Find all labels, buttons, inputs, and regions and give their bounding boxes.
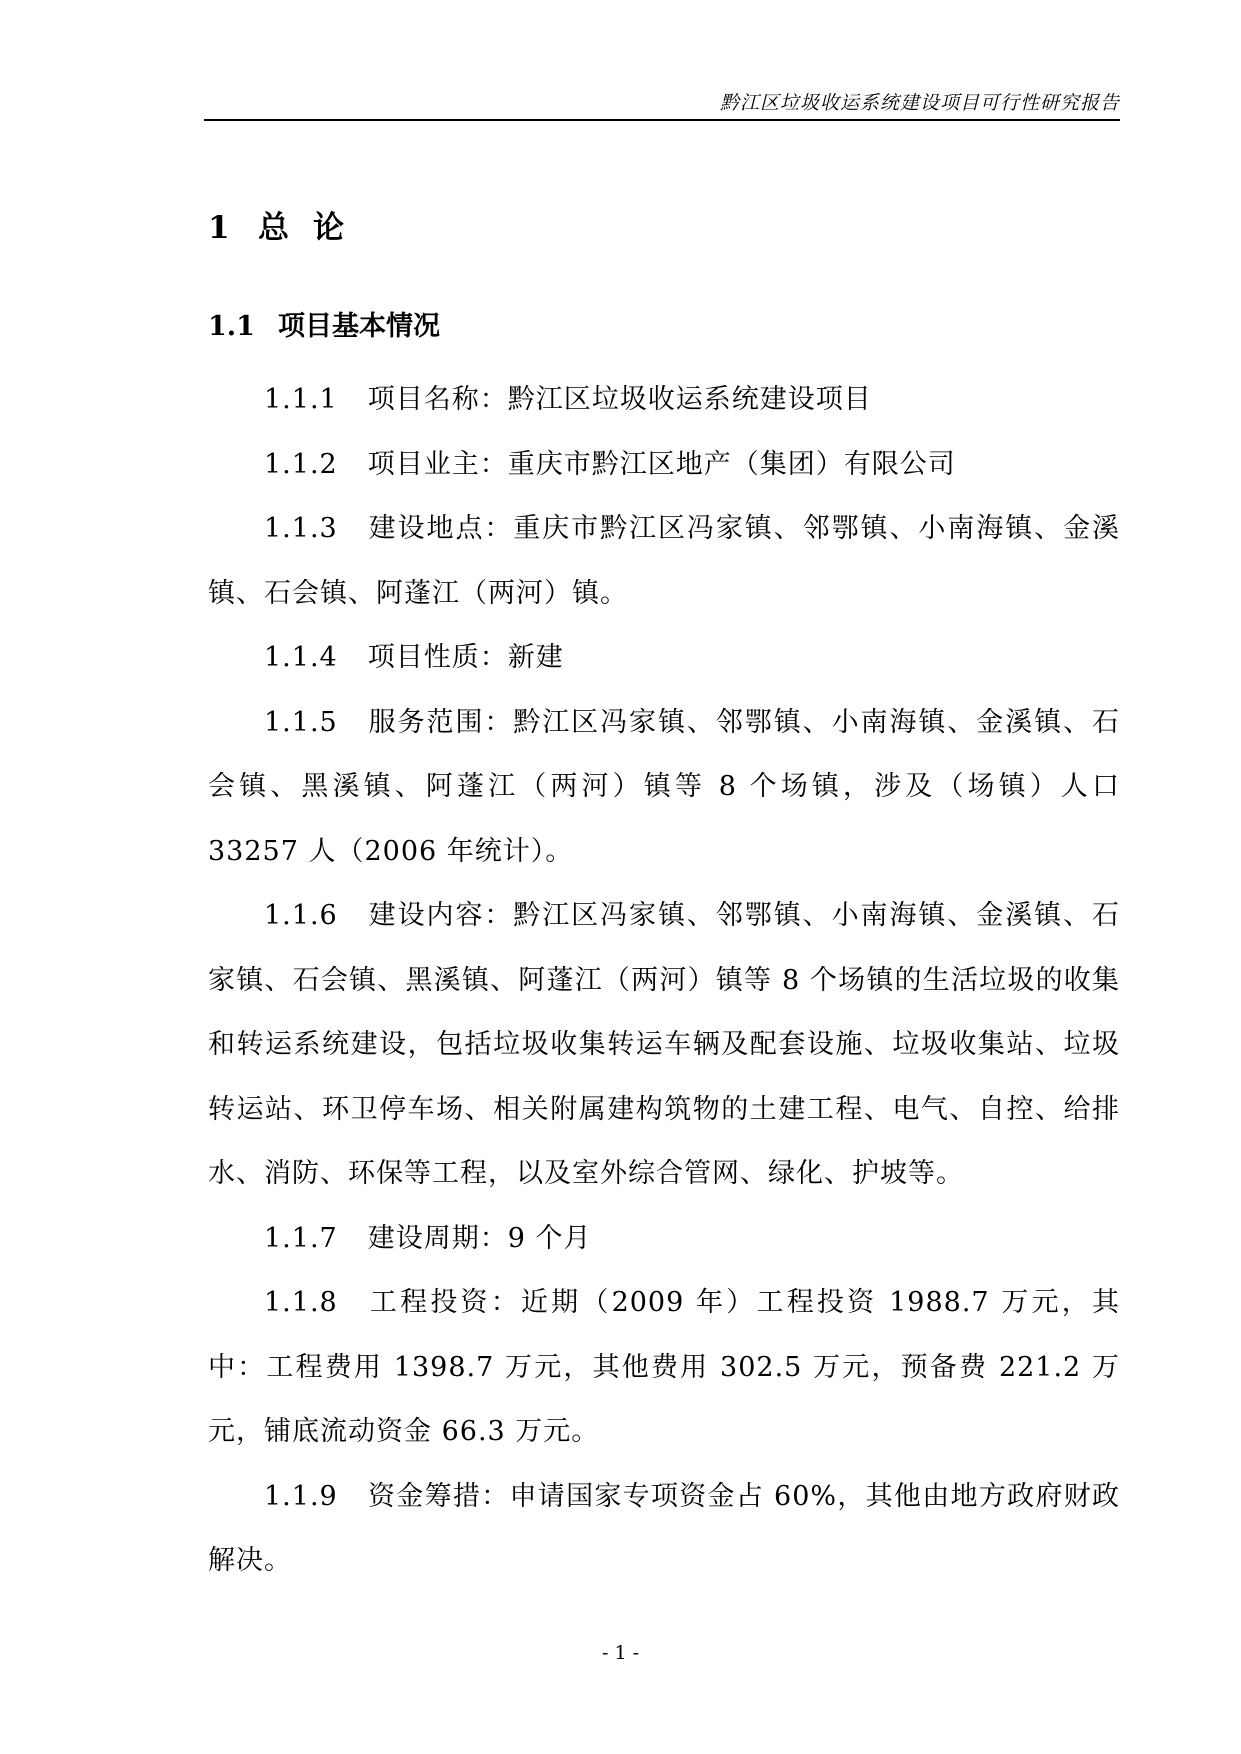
item-1-1-7 xyxy=(208,1207,1120,1272)
item-number: 1.1.2 xyxy=(264,448,338,480)
item-text: 建设地点：重庆市黔江区冯家镇、邻鄂镇、小南海镇、金溪镇、石会镇、阿蓬江（两河）镇。 xyxy=(208,513,1120,609)
section-number: 1.1 xyxy=(208,311,255,342)
body-text xyxy=(208,368,1120,1594)
page-number: - 1 - xyxy=(601,1642,639,1664)
section-title-text: 项目基本情况 xyxy=(278,311,440,342)
chapter-title-part2: 论 xyxy=(313,210,344,246)
section-title xyxy=(208,305,440,349)
item-1-1-3 xyxy=(208,497,1120,626)
item-text: 项目性质：新建 xyxy=(367,642,564,673)
item-number: 1.1.9 xyxy=(264,1480,338,1512)
item-1-1-2 xyxy=(208,433,1120,498)
item-1-1-8 xyxy=(208,1271,1120,1465)
item-number: 1.1.8 xyxy=(264,1287,338,1318)
item-text: 资金筹措：申请国家专项资金占 60%，其他由地方政府财政解决。 xyxy=(208,1480,1120,1576)
item-1-1-9 xyxy=(208,1465,1120,1594)
chapter-title xyxy=(208,204,344,252)
item-text: 工程投资：近期（2009 年）工程投资 1988.7 万元，其中：工程费用 1398.7 万元，其他费用 302.5 万元，预备费 221.2 万元，铺底流动资金 66.3 万元。 xyxy=(208,1287,1120,1447)
item-number: 1.1.7 xyxy=(264,1222,338,1254)
item-1-1-4 xyxy=(208,626,1120,691)
running-header: 黔江区垃圾收运系统建设项目可行性研究报告 xyxy=(719,92,1120,114)
item-text: 建设内容：黔江区冯家镇、邻鄂镇、小南海镇、金溪镇、石家镇、石会镇、黑溪镇、阿蓬江（两河）镇等 8 个场镇的生活垃圾的收集和转运系统建设，包括垃圾收集转运车辆及配套设施、垃圾收集站、垃圾转运站、环卫停车场、相关附属建构筑物的土建工程、电气、自控、给排水、消防、环保等工程，以及室外综合管网、绿化、护坡等。 xyxy=(208,900,1120,1189)
item-text: 服务范围：黔江区冯家镇、邻鄂镇、小南海镇、金溪镇、石会镇、黑溪镇、阿蓬江（两河）镇等 8 个场镇，涉及（场镇）人口 33257 人（2006 年统计）。 xyxy=(208,706,1120,867)
item-text: 建设周期：9 个月 xyxy=(367,1222,592,1254)
item-text: 项目业主：重庆市黔江区地产（集团）有限公司 xyxy=(367,448,956,480)
header-rule xyxy=(204,119,1120,121)
item-1-1-6 xyxy=(208,884,1120,1207)
item-number: 1.1.5 xyxy=(264,706,338,738)
item-1-1-1 xyxy=(208,368,1120,433)
item-number: 1.1.3 xyxy=(264,513,338,544)
chapter-title-part1: 总 xyxy=(258,210,289,246)
item-1-1-5 xyxy=(208,691,1120,885)
item-number: 1.1.6 xyxy=(264,900,338,931)
chapter-number: 1 xyxy=(208,210,230,246)
item-number: 1.1.4 xyxy=(264,642,338,673)
item-text: 项目名称：黔江区垃圾收运系统建设项目 xyxy=(367,384,872,415)
item-number: 1.1.1 xyxy=(264,384,338,415)
